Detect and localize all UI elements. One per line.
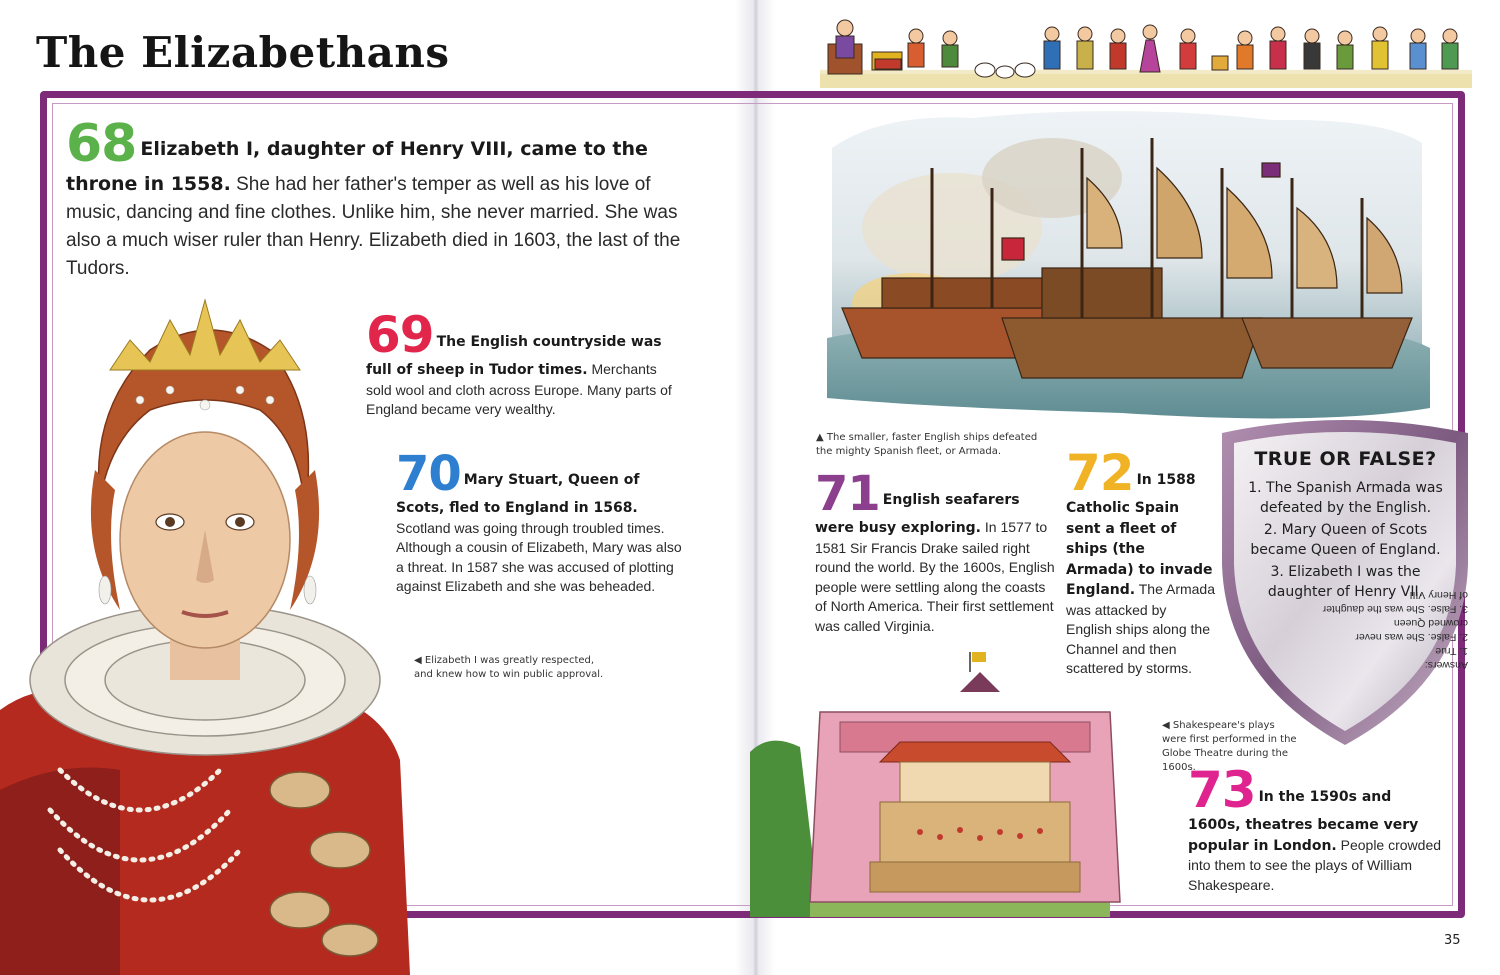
answer-item: 3. False. She was the daughter of Henry VIII	[1322, 589, 1468, 615]
fact-lead: Elizabeth I, daughter of Henry VIII, came to the throne in 1558.	[66, 138, 648, 195]
fact-body: Scotland was going through troubled times. Although a cousin of Elizabeth, Mary was also a threat. In 1587 she was accused of plotting against Elizabeth and she was beheaded.	[396, 519, 682, 594]
page-title: The Elizabethans	[36, 28, 450, 77]
fact-body: Merchants sold wool and cloth across Europe. Many parts of England became very wealthy.	[366, 361, 672, 417]
quiz-item: 2. Mary Queen of Scots became Queen of England.	[1250, 522, 1441, 558]
page-number: 35	[1444, 933, 1461, 948]
fact-body: The Armada was attacked by English ships along the Channel and then scattered by storms.	[1066, 581, 1216, 676]
fact-lead: English seafarers were busy exploring.	[815, 492, 1020, 536]
fact-lead: Mary Stuart, Queen of Scots, fled to England in 1568.	[396, 472, 640, 516]
fact-73	[1188, 761, 1448, 895]
true-or-false-quiz	[1238, 448, 1453, 604]
fact-body: She had her father's temper as well as his love of music, dancing and fine clothes. Unlike him, she never married. She was also a much wiser ruler than Henry. Elizabeth died in 1603, the last of the Tudors.	[66, 174, 681, 279]
armada-caption: ▲ The smaller, faster English ships defeated the mighty Spanish fleet, or Armada.	[816, 432, 1038, 457]
elizabeth-portrait-illustration	[0, 290, 410, 975]
portrait-caption: ◀ Elizabeth I was greatly respected, and knew how to win public approval.	[414, 655, 604, 680]
fact-body: In 1577 to 1581 Sir Francis Drake sailed right round the world. By the 1600s, English people were settling along the coasts of North America. Their first settlement was called Virginia.	[815, 519, 1055, 634]
quiz-title: TRUE OR FALSE?	[1254, 448, 1437, 470]
armada-battle-illustration	[822, 108, 1432, 426]
quiz-item: 1. The Spanish Armada was defeated by the English.	[1248, 480, 1443, 516]
fact-number: 70	[396, 446, 461, 502]
fact-number: 68	[66, 114, 137, 174]
fact-69	[366, 306, 686, 420]
globe-caption: ◀ Shakespeare's plays were first performed in the Globe Theatre during the 1600s.	[1162, 720, 1297, 773]
quiz-item: 3. Elizabeth I was the daughter of Henry VII.	[1267, 564, 1424, 600]
globe-theatre-illustration	[750, 652, 1160, 917]
fact-number: 72	[1066, 444, 1134, 502]
fact-70	[396, 446, 686, 597]
tudor-procession-strip	[820, 14, 1472, 88]
fact-71	[815, 466, 1055, 636]
answer-item: 1. True	[1435, 645, 1468, 657]
fact-body: People crowded into them to see the plays of William Shakespeare.	[1188, 836, 1442, 893]
answer-item: 2. False. She was never crowned Queen	[1355, 617, 1468, 643]
procession-figures	[820, 14, 1472, 88]
fact-72	[1066, 444, 1216, 679]
quiz-answers-upside-down	[1318, 588, 1468, 672]
fact-lead: In 1588 Catholic Spain sent a fleet of ships (the Armada) to invade England.	[1066, 472, 1213, 598]
fact-number: 69	[366, 306, 434, 364]
fact-lead: In the 1590s and 1600s, theatres became very popular in London.	[1188, 789, 1419, 854]
fact-number: 73	[1188, 761, 1256, 819]
fact-lead: The English countryside was full of sheep in Tudor times.	[366, 334, 662, 378]
fact-number: 71	[815, 466, 880, 522]
fact-68	[66, 114, 706, 283]
answers-label: Answers:	[1424, 659, 1468, 671]
